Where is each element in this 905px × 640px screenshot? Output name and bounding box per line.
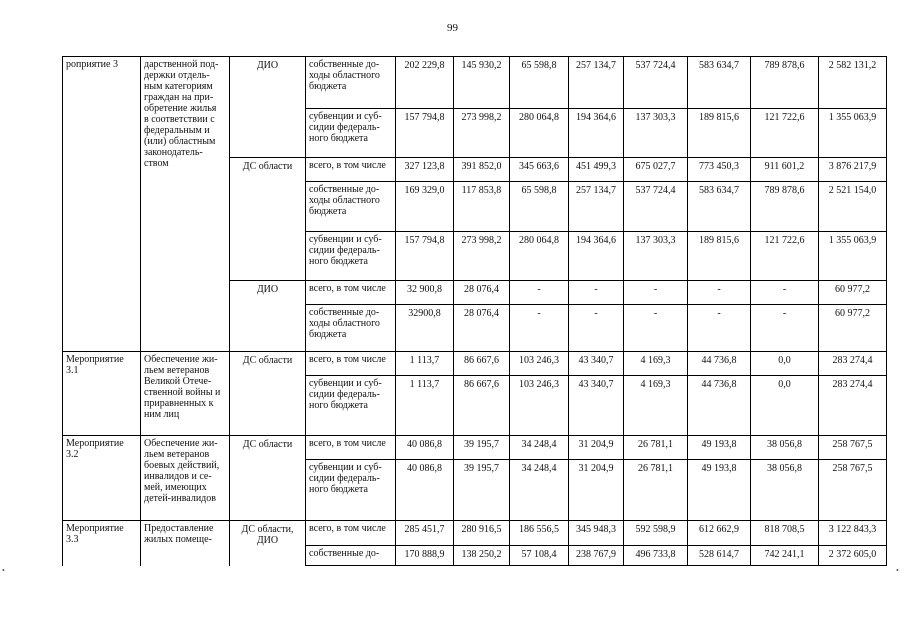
event-name-line: в соответствии с xyxy=(144,114,215,125)
source-cell xyxy=(306,231,396,280)
event-name-line: дарственной под- xyxy=(144,59,219,70)
value-cell: 28 076,4 xyxy=(454,304,510,351)
value-cell: 0,0 xyxy=(751,351,819,375)
total-cell: 258 767,5 xyxy=(819,460,887,521)
value-cell: 345 663,6 xyxy=(510,157,569,181)
source-line: сидии федераль- xyxy=(309,244,380,256)
agency-cell xyxy=(230,435,306,520)
event-name-line: держки отдель- xyxy=(144,70,210,81)
value-cell: 31 204,9 xyxy=(569,435,624,459)
value-cell: 345 948,3 xyxy=(569,521,624,545)
event-name-line: ним лиц xyxy=(144,408,180,420)
event-name-line: ством xyxy=(144,158,169,169)
event-name-line: обретение жилья xyxy=(144,103,217,114)
value-cell: - xyxy=(569,304,624,351)
total-cell: 283 274,4 xyxy=(819,375,887,435)
agency-label: ДИО xyxy=(256,283,279,295)
value-cell: 38 056,8 xyxy=(751,460,819,521)
value-cell: 157 794,8 xyxy=(396,108,454,157)
agency-cell xyxy=(230,157,306,280)
value-cell: 65 598,8 xyxy=(510,57,569,109)
event-name-line: Предоставление xyxy=(144,523,214,535)
source-line: собственные до- xyxy=(309,183,380,195)
event-name-line: Обеспечение жи- xyxy=(144,437,218,449)
value-cell: 1 113,7 xyxy=(396,375,454,435)
total-cell: 258 767,5 xyxy=(819,435,887,459)
agency-label: ДС области, xyxy=(241,524,294,536)
value-cell: - xyxy=(624,280,688,304)
event-label: 3.3 xyxy=(66,534,79,546)
event-name-cell xyxy=(141,57,230,352)
agency-cell xyxy=(230,351,306,435)
source-line: всего, в том числе xyxy=(309,353,386,365)
source-cell xyxy=(306,57,396,109)
source-line: бюджета xyxy=(309,205,347,217)
agency-label: ДС области xyxy=(242,354,293,366)
agency-cell xyxy=(230,521,306,566)
agency-label: ДИО xyxy=(256,60,279,71)
agency-label: ДС области xyxy=(242,438,293,450)
event-name-line: приравненных к xyxy=(144,397,214,409)
event-name-line: боевых действий, xyxy=(144,459,220,471)
value-cell: 273 998,2 xyxy=(454,108,510,157)
source-line: ного бюджета xyxy=(309,132,368,144)
event-name-line: федеральным и xyxy=(144,125,210,136)
value-cell: 38 056,8 xyxy=(751,435,819,459)
event-cell xyxy=(63,435,141,520)
value-cell: 31 204,9 xyxy=(569,460,624,521)
value-cell: 285 451,7 xyxy=(396,521,454,545)
event-label: 3.2 xyxy=(66,448,79,460)
event-name-line: льем ветеранов xyxy=(144,364,210,376)
value-cell: 391 852,0 xyxy=(454,157,510,181)
value-cell: 43 340,7 xyxy=(569,375,624,435)
source-line: сидии федераль- xyxy=(309,473,380,485)
event-name-line: мей, имеющих xyxy=(144,481,207,493)
value-cell: 1 113,7 xyxy=(396,351,454,375)
table-row xyxy=(63,351,887,375)
value-cell: 39 195,7 xyxy=(454,435,510,459)
agency-label: ДИО xyxy=(256,535,279,547)
value-cell: 137 303,3 xyxy=(624,231,688,280)
value-cell: 327 123,8 xyxy=(396,157,454,181)
value-cell: 121 722,6 xyxy=(751,231,819,280)
event-cell xyxy=(63,351,141,435)
source-line: всего, в том числе xyxy=(309,159,386,171)
event-name-cell xyxy=(141,435,230,520)
value-cell: 4 169,3 xyxy=(624,375,688,435)
table-row xyxy=(63,57,887,109)
source-line: субвенции и суб- xyxy=(309,110,382,122)
event-name-cell xyxy=(141,351,230,435)
value-cell: 194 364,6 xyxy=(569,108,624,157)
source-cell xyxy=(306,375,396,435)
source-line: всего, в том числе xyxy=(309,437,386,449)
value-cell: 86 667,6 xyxy=(454,351,510,375)
value-cell: 675 027,7 xyxy=(624,157,688,181)
source-cell xyxy=(306,351,396,375)
value-cell: 528 614,7 xyxy=(688,545,751,565)
value-cell: 818 708,5 xyxy=(751,521,819,545)
value-cell: 186 556,5 xyxy=(510,521,569,545)
value-cell: 103 246,3 xyxy=(510,351,569,375)
event-name-line: граждан на при- xyxy=(144,92,214,103)
value-cell: 583 634,7 xyxy=(688,181,751,231)
value-cell: 537 724,4 xyxy=(624,57,688,109)
source-line: ходы областного xyxy=(309,70,380,81)
event-label: Мероприятие xyxy=(66,353,124,365)
event-name-line: (или) областным xyxy=(144,136,216,147)
value-cell: 44 736,8 xyxy=(688,375,751,435)
source-cell xyxy=(306,460,396,521)
source-cell xyxy=(306,304,396,351)
value-cell: 583 634,7 xyxy=(688,57,751,109)
event-name-line: ственной войны и xyxy=(144,386,221,398)
source-line: собственные до- xyxy=(309,547,380,559)
source-line: сидии федераль- xyxy=(309,121,380,133)
agency-cell xyxy=(230,280,306,351)
scan-edge-mark: • xyxy=(896,566,899,575)
event-label: Мероприятие xyxy=(66,437,124,449)
value-cell: - xyxy=(751,304,819,351)
value-cell: 238 767,9 xyxy=(569,545,624,565)
source-line: бюджета xyxy=(309,81,347,92)
source-cell xyxy=(306,521,396,545)
value-cell: 28 076,4 xyxy=(454,280,510,304)
source-line: всего, в том числе xyxy=(309,282,386,294)
event-name-cell xyxy=(141,521,230,566)
value-cell: 911 601,2 xyxy=(751,157,819,181)
value-cell: 40 086,8 xyxy=(396,435,454,459)
event-cell xyxy=(63,57,141,352)
value-cell: 496 733,8 xyxy=(624,545,688,565)
value-cell: 194 364,6 xyxy=(569,231,624,280)
value-cell: - xyxy=(624,304,688,351)
value-cell: 65 598,8 xyxy=(510,181,569,231)
event-name-line: инвалидов и се- xyxy=(144,470,212,482)
value-cell: 121 722,6 xyxy=(751,108,819,157)
value-cell: 117 853,8 xyxy=(454,181,510,231)
event-label: 3.1 xyxy=(66,364,79,376)
source-line: собственные до- xyxy=(309,306,380,318)
value-cell: 280 064,8 xyxy=(510,108,569,157)
budget-table xyxy=(62,56,887,566)
page-number: 99 xyxy=(447,22,458,34)
source-cell xyxy=(306,181,396,231)
source-line: ного бюджета xyxy=(309,255,368,267)
source-cell xyxy=(306,157,396,181)
source-line: сидии федераль- xyxy=(309,388,380,400)
value-cell: 451 499,3 xyxy=(569,157,624,181)
value-cell: 189 815,6 xyxy=(688,231,751,280)
total-cell: 283 274,4 xyxy=(819,351,887,375)
event-name-line: детей-инвалидов xyxy=(144,492,216,504)
value-cell: 49 193,8 xyxy=(688,460,751,521)
value-cell: - xyxy=(751,280,819,304)
source-line: всего, в том числе xyxy=(309,523,386,535)
value-cell: 189 815,6 xyxy=(688,108,751,157)
table-row xyxy=(63,435,887,459)
value-cell: 169 329,0 xyxy=(396,181,454,231)
value-cell: 273 998,2 xyxy=(454,231,510,280)
value-cell: 32 900,8 xyxy=(396,280,454,304)
value-cell: 280 064,8 xyxy=(510,231,569,280)
value-cell: 26 781,1 xyxy=(624,435,688,459)
value-cell: 537 724,4 xyxy=(624,181,688,231)
event-label: роприятие 3 xyxy=(66,59,118,70)
value-cell: 592 598,9 xyxy=(624,521,688,545)
value-cell: 280 916,5 xyxy=(454,521,510,545)
value-cell: 789 878,6 xyxy=(751,57,819,109)
value-cell: 32900,8 xyxy=(396,304,454,351)
total-cell: 1 355 063,9 xyxy=(819,108,887,157)
value-cell: 202 229,8 xyxy=(396,57,454,109)
source-cell xyxy=(306,545,396,565)
total-cell: 1 355 063,9 xyxy=(819,231,887,280)
value-cell: 0,0 xyxy=(751,375,819,435)
event-name-line: жилых помеще- xyxy=(144,534,212,546)
value-cell: 257 134,7 xyxy=(569,181,624,231)
value-cell: - xyxy=(510,304,569,351)
event-name-line: ным категориям xyxy=(144,81,213,92)
value-cell: - xyxy=(688,280,751,304)
value-cell: 39 195,7 xyxy=(454,460,510,521)
agency-label: ДС области xyxy=(242,160,293,172)
value-cell: 789 878,6 xyxy=(751,181,819,231)
value-cell: 137 303,3 xyxy=(624,108,688,157)
source-line: ходы областного xyxy=(309,194,380,206)
value-cell: 57 108,4 xyxy=(510,545,569,565)
total-cell: 2 372 605,0 xyxy=(819,545,887,565)
source-line: собственные до- xyxy=(309,59,380,70)
value-cell: 145 930,2 xyxy=(454,57,510,109)
event-label: Мероприятие xyxy=(66,523,124,535)
value-cell: 103 246,3 xyxy=(510,375,569,435)
event-cell xyxy=(63,521,141,566)
value-cell: 86 667,6 xyxy=(454,375,510,435)
source-cell xyxy=(306,108,396,157)
value-cell: 43 340,7 xyxy=(569,351,624,375)
value-cell: 4 169,3 xyxy=(624,351,688,375)
scan-edge-mark: • xyxy=(2,566,5,575)
value-cell: 34 248,4 xyxy=(510,460,569,521)
source-cell xyxy=(306,435,396,459)
value-cell: - xyxy=(569,280,624,304)
value-cell: 40 086,8 xyxy=(396,460,454,521)
total-cell: 3 876 217,9 xyxy=(819,157,887,181)
total-cell: 60 977,2 xyxy=(819,280,887,304)
source-line: субвенции и суб- xyxy=(309,233,382,245)
source-line: бюджета xyxy=(309,328,347,340)
total-cell: 60 977,2 xyxy=(819,304,887,351)
value-cell: 26 781,1 xyxy=(624,460,688,521)
event-name-line: законодатель- xyxy=(144,147,203,158)
total-cell: 2 521 154,0 xyxy=(819,181,887,231)
value-cell: - xyxy=(688,304,751,351)
event-name-line: Обеспечение жи- xyxy=(144,353,218,365)
value-cell: 49 193,8 xyxy=(688,435,751,459)
value-cell: 170 888,9 xyxy=(396,545,454,565)
event-name-line: льем ветеранов xyxy=(144,448,210,460)
total-cell: 3 122 843,3 xyxy=(819,521,887,545)
value-cell: 773 450,3 xyxy=(688,157,751,181)
source-cell xyxy=(306,280,396,304)
source-line: ходы областного xyxy=(309,317,380,329)
source-line: субвенции и суб- xyxy=(309,377,382,389)
source-line: субвенции и суб- xyxy=(309,462,382,474)
event-name-line: Великой Отече- xyxy=(144,375,212,387)
value-cell: 612 662,9 xyxy=(688,521,751,545)
source-line: ного бюджета xyxy=(309,484,368,496)
value-cell: 44 736,8 xyxy=(688,351,751,375)
agency-cell xyxy=(230,57,306,158)
total-cell: 2 582 131,2 xyxy=(819,57,887,109)
value-cell: 742 241,1 xyxy=(751,545,819,565)
source-line: ного бюджета xyxy=(309,399,368,411)
value-cell: 34 248,4 xyxy=(510,435,569,459)
value-cell: - xyxy=(510,280,569,304)
value-cell: 257 134,7 xyxy=(569,57,624,109)
table-row xyxy=(63,521,887,545)
value-cell: 157 794,8 xyxy=(396,231,454,280)
value-cell: 138 250,2 xyxy=(454,545,510,565)
